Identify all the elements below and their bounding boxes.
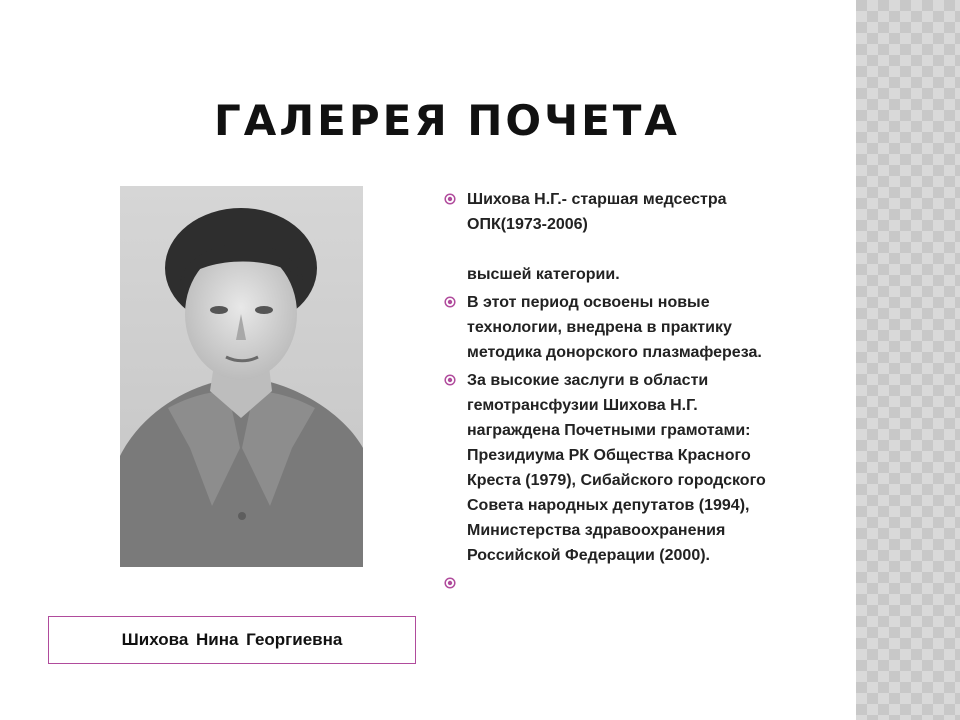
caption-box <box>48 616 416 664</box>
bullet-item <box>444 187 844 287</box>
bullet-line: Президиума РК Общества Красного <box>467 447 751 464</box>
bullet-item-empty <box>444 571 844 596</box>
circle-bullet-icon <box>444 193 456 205</box>
circle-bullet-icon <box>444 296 456 308</box>
bullet-line: награждена Почетными грамотами: <box>467 422 751 439</box>
circle-bullet-icon <box>444 577 456 589</box>
slide-title: ГАЛЕРЕЯ ПОЧЕТА <box>214 96 680 145</box>
bullet-item <box>444 290 844 365</box>
bullet-line: методика донорского плазмафереза. <box>467 344 762 361</box>
bullet-line: Министерства здравоохранения <box>467 522 726 539</box>
caption-name: Шихова Нина Георгиевна <box>121 630 343 649</box>
decorative-side-pattern <box>856 0 960 720</box>
circle-bullet-icon <box>444 374 456 386</box>
bullet-line <box>467 237 844 262</box>
bullet-line: гемотрансфузии Шихова Н.Г. <box>467 397 698 414</box>
bullet-line: За высокие заслуги в области <box>467 372 709 389</box>
portrait-photo <box>120 186 363 567</box>
bullet-line: Российской Федерации (2000). <box>467 547 710 564</box>
bullet-line: высшей категории. <box>467 266 620 283</box>
bullet-item <box>444 368 844 568</box>
bullet-line: технологии, внедрена в практику <box>467 319 732 336</box>
bullet-line: В этот период освоены новые <box>467 294 710 311</box>
bullet-line: ОПК(1973-2006) <box>467 216 588 233</box>
bullet-line: Совета народных депутатов (1994), <box>467 497 750 514</box>
bullet-list <box>444 187 844 599</box>
bullet-line: Креста (1979), Сибайского городского <box>467 472 766 489</box>
bullet-line: Шихова Н.Г.- старшая медсестра <box>467 191 727 208</box>
